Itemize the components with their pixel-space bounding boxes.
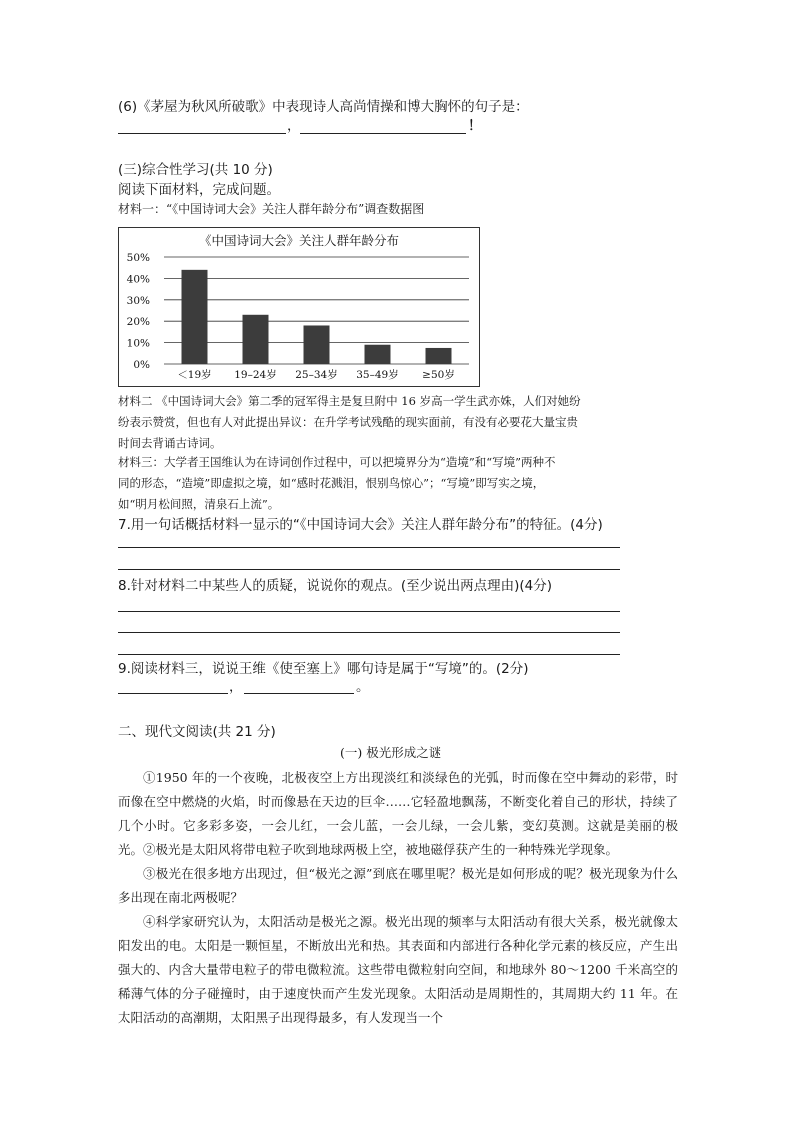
chart-y-tick-label: 40% <box>126 273 150 286</box>
section2-title: 二、现代文阅读(共 21 分) <box>118 724 276 740</box>
q6-answer-blank-1[interactable] <box>118 133 286 134</box>
chart-x-tick-label: 19–24岁 <box>234 369 277 381</box>
q6-prompt: (6)《茅屋为秋风所破歌》中表现诗人高尚情操和博大胸怀的句子是： <box>118 99 529 115</box>
material2-line-3: 时间去背诵古诗词。 <box>118 436 222 450</box>
material3-line-3: 如“明月松间照，清泉石上流”。 <box>118 497 280 511</box>
chart-bar <box>182 270 208 364</box>
passage-paragraph-1: ①1950 年的一个夜晚，北极夜空上方出现淡红和淡绿色的光弧，时而像在空中舞动的彩带，时而像在空中燃烧的火焰，时而像悬在天边的巨伞……它轻盈地飘荡，不断变化着自己的形状，持续了几个小时。它多彩多姿，一会儿红，一会儿蓝，一会儿绿，一会儿紫，变幻莫测。这就是美丽的极光。 <box>118 770 678 857</box>
q9-end-mark: 。 <box>356 679 370 695</box>
q8-prompt: 8.针对材料二中某些人的质疑，说说你的观点。(至少说出两点理由)(4分) <box>118 578 553 594</box>
age-distribution-chart <box>118 227 480 387</box>
chart-x-tick-label: ≥50岁 <box>422 369 455 381</box>
chart-y-tick-label: 50% <box>126 252 150 264</box>
chart-bar <box>426 348 452 364</box>
chart-title: 《中国诗词大会》关注人群年龄分布 <box>198 233 400 248</box>
passage-title: (一) 极光形成之谜 <box>340 745 442 760</box>
q7-answer-line-2[interactable] <box>118 569 620 570</box>
q7-answer-line-1[interactable] <box>118 547 620 548</box>
section3-title: (三)综合性学习(共 10 分) <box>118 162 273 178</box>
chart-y-tick-label: 10% <box>126 337 150 350</box>
chart-y-tick-label: 0% <box>133 359 150 371</box>
material2 <box>118 391 682 454</box>
chart-y-tick-label: 30% <box>126 294 150 307</box>
chart-x-tick-label: 25–34岁 <box>295 369 338 381</box>
q9-prompt: 9.阅读材料三，说说王维《使至塞上》哪句诗是属于“写境”的。(2分) <box>118 661 529 677</box>
material2-line-1: 材料二 《中国诗词大会》第二季的冠军得主是复旦附中 16 岁高一学生武亦姝，人们对她纷 <box>118 394 581 408</box>
q8-answer-line-2[interactable] <box>118 632 620 633</box>
section3-instruction: 阅读下面材料，完成问题。 <box>118 182 280 198</box>
passage-paragraph-4: ④科学家研究认为，太阳活动是极光之源。极光出现的频率与太阳活动有很大关系，极光就像太阳发出的电。太阳是一颗恒星，不断放出光和热。其表面和内部进行各种化学元素的核反应，产生出强大的、内含大量带电粒子的带电微粒流。这些带电微粒射向空间，和地球外 80～1200 千米高空的稀薄气体的分子碰撞时，由于速度快而产生发光现象。太阳活动是周期性的，其周期大约 11 年。在太阳活动的高潮期，太阳黑子出现得最多，有人发现当一个 <box>118 914 678 1025</box>
q7-prompt: 7.用一句话概括材料一显示的“《中国诗词大会》关注人群年龄分布”的特征。(4分) <box>118 517 603 533</box>
chart-y-tick-label: 20% <box>126 316 150 329</box>
passage-paragraph-3: ③极光在很多地方出现过，但“极光之源”到底在哪里呢？极光是如何形成的呢？极光现象为什么多出现在南北两极呢？ <box>118 866 678 905</box>
q8-answer-line-1[interactable] <box>118 611 620 612</box>
chart-bar <box>243 315 269 364</box>
chart-x-tick-label: ＜19岁 <box>177 369 212 381</box>
chart-bar <box>365 345 391 364</box>
passage-paragraph-2: ②极光是太阳风将带电粒子吹到地球两极上空，被地磁俘获产生的一种特殊光学现象。 <box>143 842 619 857</box>
q8-answer-line-3[interactable] <box>118 654 620 655</box>
chart-x-tick-label: 35–49岁 <box>356 369 399 381</box>
material1-label: 材料一：“《中国诗词大会》关注人群年龄分布”调查数据图 <box>118 202 425 216</box>
material3-line-2: 同的形态，“造境”即虚拟之境，如“感时花溅泪，恨别鸟惊心”；“写境”即写实之境， <box>118 476 545 490</box>
q6-answer-blank-2[interactable] <box>300 133 466 134</box>
chart-canvas <box>119 228 479 386</box>
q9-answer-blank-2[interactable] <box>244 693 354 694</box>
q6-separator: ， <box>287 118 301 134</box>
material3-line-1: 材料三：大学者王国维认为在诗词创作过程中，可以把境界分为“造境”和“写境”两种不 <box>118 455 556 469</box>
q6-end-mark: ！ <box>468 118 482 134</box>
material3 <box>118 452 682 515</box>
q9-separator: ， <box>229 679 243 695</box>
material2-line-2: 纷表示赞赏，但也有人对此提出异议：在升学考试残酷的现实面前，有没有必要花大量宝贵 <box>118 415 578 429</box>
q9-answer-blank-1[interactable] <box>118 693 228 694</box>
chart-bar <box>304 325 330 364</box>
